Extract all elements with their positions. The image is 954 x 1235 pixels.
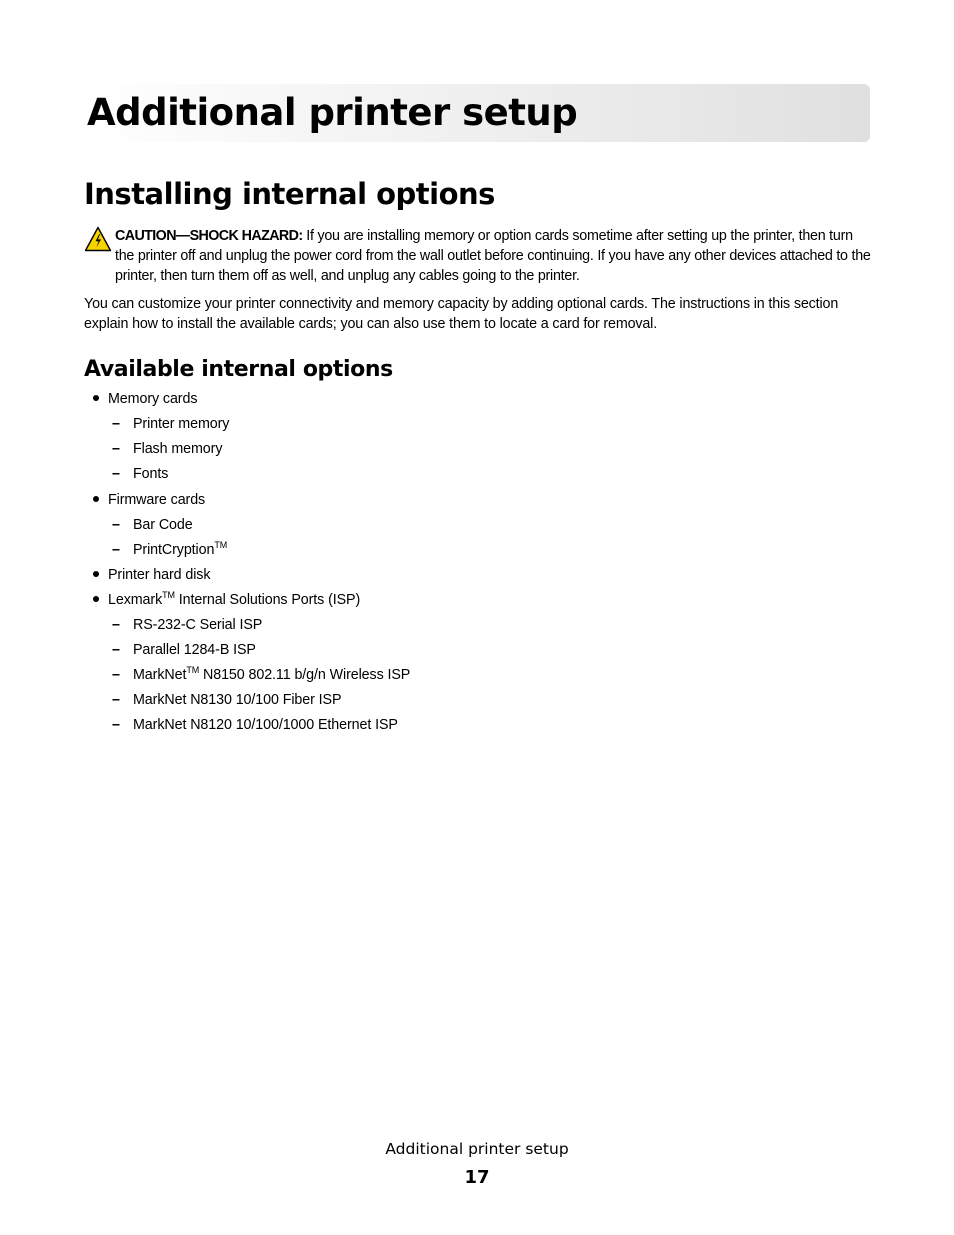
caution-text: [115, 226, 873, 286]
dash-icon: –: [112, 667, 120, 683]
list-item-memory-cards: [84, 389, 410, 414]
dash-icon: –: [112, 617, 120, 633]
section-title: Installing internal options: [84, 177, 495, 211]
sublist-item-label: MarkNet N8120 10/100/1000 Ethernet ISP: [133, 717, 398, 733]
sublist-item-label: Bar Code: [133, 517, 193, 533]
bullet-icon: [93, 571, 99, 577]
list-item-firmware-cards: [84, 490, 410, 515]
sublist-item-label-suffix: N8150 802.11 b/g/n Wireless ISP: [199, 667, 411, 683]
options-list: [84, 389, 410, 740]
trademark-mark: TM: [186, 665, 200, 675]
sublist-item-label: Parallel 1284-B ISP: [133, 642, 256, 658]
list-item-label-suffix: Internal Solutions Ports (ISP): [174, 592, 361, 608]
sublist-item-marknet-n8120: [84, 715, 410, 740]
dash-icon: –: [112, 717, 120, 733]
chapter-title: Additional printer setup: [87, 91, 578, 134]
sublist-item-marknet-n8130: [84, 690, 410, 715]
sublist-item-label: Fonts: [133, 466, 169, 482]
list-item-label: Firmware cards: [108, 492, 206, 508]
list-item-label: Printer hard disk: [108, 567, 211, 583]
dash-icon: –: [112, 692, 120, 708]
dash-icon: –: [112, 517, 120, 533]
sublist-item-label: Printer memory: [133, 416, 230, 432]
sublist-item-label: Flash memory: [133, 441, 223, 457]
sublist-item-flash-memory: [84, 439, 410, 464]
dash-icon: –: [112, 642, 120, 658]
sublist-item-label: RS-232-C Serial ISP: [133, 617, 263, 633]
sublist-item-label: MarkNet: [133, 667, 187, 683]
footer-title: Additional printer setup: [385, 1140, 569, 1158]
sublist-item-rs232c: [84, 615, 410, 640]
trademark-mark: TM: [214, 540, 228, 550]
dash-icon: –: [112, 466, 120, 482]
warning-triangle-icon: [84, 226, 112, 252]
chapter-banner: [84, 84, 870, 142]
sublist-item-parallel: [84, 640, 410, 665]
intro-paragraph: You can customize your printer connectivity and memory capacity by adding optional cards. The instructions in this section explain how to install the available cards; you can also use them to locate a card for removal.: [84, 296, 839, 332]
list-item-lexmark-isp: [84, 590, 410, 615]
bullet-icon: [93, 596, 99, 602]
dash-icon: –: [112, 441, 120, 457]
list-item-label: Memory cards: [108, 391, 198, 407]
sublist-item-label: PrintCryption: [133, 542, 215, 558]
sublist-item-fonts: [84, 464, 410, 489]
sublist-item-bar-code: [84, 515, 410, 540]
bullet-icon: [93, 496, 99, 502]
dash-icon: –: [112, 416, 120, 432]
sublist-item-printer-memory: [84, 414, 410, 439]
trademark-mark: TM: [162, 590, 175, 600]
list-item-label: Lexmark: [108, 592, 163, 608]
bullet-icon: [93, 395, 99, 401]
sublist-item-marknet-n8150: [84, 665, 410, 690]
caution-label: CAUTION—SHOCK HAZARD:: [115, 228, 303, 244]
sublist-item-label: MarkNet N8130 10/100 Fiber ISP: [133, 692, 342, 708]
list-item-printer-hard-disk: [84, 565, 410, 590]
dash-icon: –: [112, 542, 120, 558]
subsection-title: Available internal options: [84, 357, 393, 382]
sublist-item-printcryption: [84, 540, 410, 565]
caution-body: If you are installing memory or option cards sometime after setting up the printer, then turn the printer off and unplug the power cord from the wall outlet before continuing. If you have any other devices attached to the printer, then turn them off as well, and unplug any cables going to the printer.: [115, 228, 871, 284]
page-number: 17: [464, 1167, 490, 1188]
